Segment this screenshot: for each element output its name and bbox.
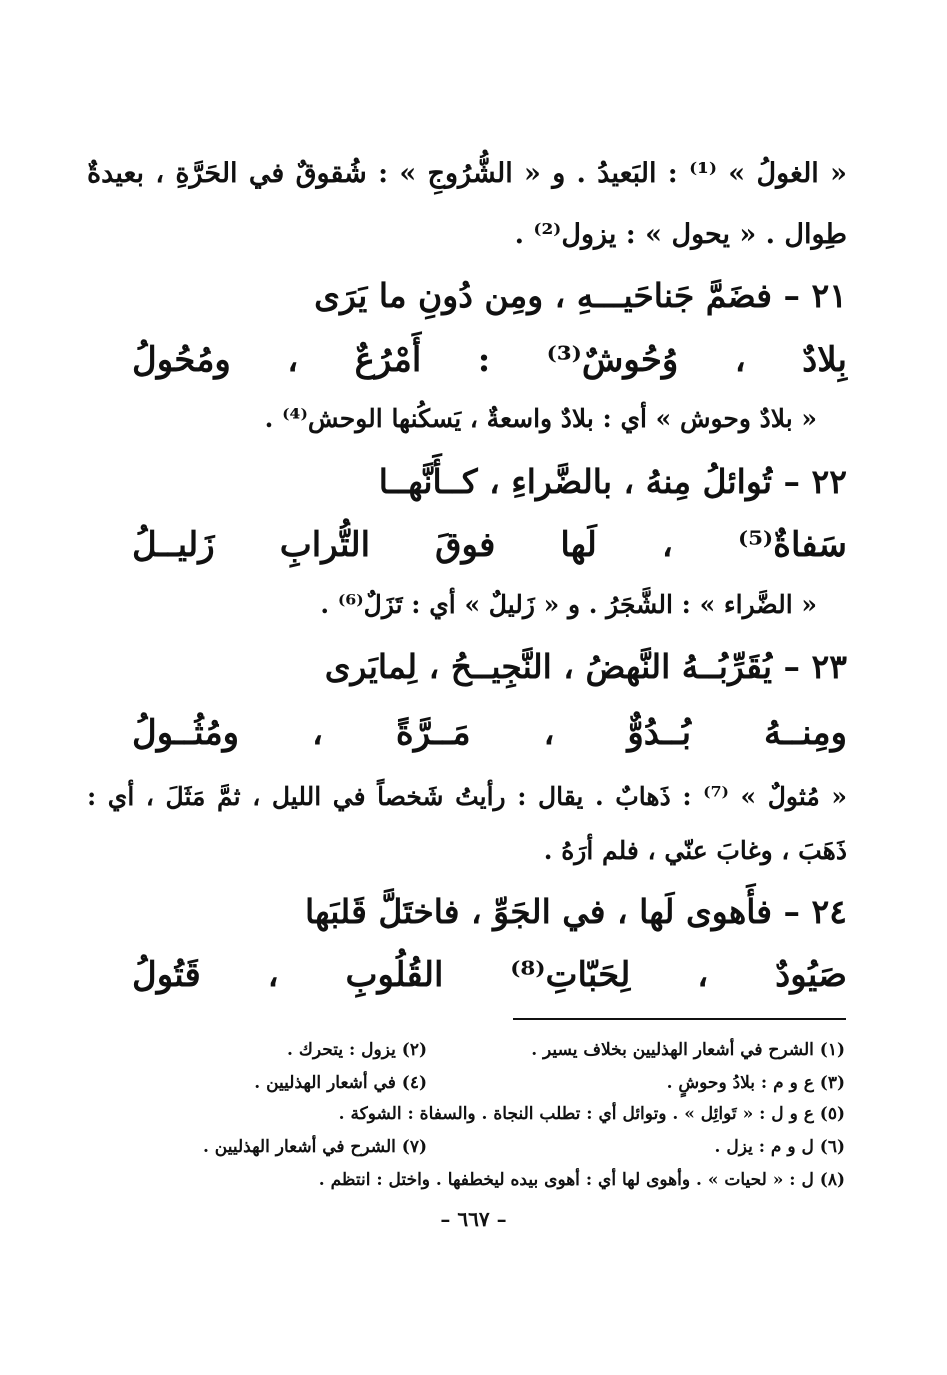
footnote-2: (٢) يزول : يتحرك . [287,1040,427,1060]
footnote-3: (٣) ع و م : بلادُ وحوشٍ . [666,1073,845,1093]
verse-21-gloss: « بلادٌ وحوش » أي : بلادٌ واسعةٌ ، يَسكُنها الوحش⁽⁴⁾ . [264,404,817,433]
verse-21-second-hemistich: بِلادٌ ، وُحُوشٌ⁽³⁾ : أَمْرُعٌ ، ومُحُولُ [132,340,847,380]
verse-23-gloss-line-2: ذَهَبَ ، وغابَ عنّي ، فلم أرَهُ . [543,836,847,865]
footnote-1: (١) الشرح في أشعار الهذليين بخلاف يسير . [531,1040,845,1060]
footnote-separator [513,1018,846,1020]
footnote-6: (٦) ل و م : يزل . [714,1137,845,1157]
verse-21-first-hemistich: ٢١ – فضَمَّ جَناحَيـــهِ ، ومِن دُونِ ما يَرَى [314,276,847,315]
verse-23-first-hemistich: ٢٣ – يُقَرِّبُــهُ النَّهضُ ، النَّجِيــحُ ، لِمايَرى [324,647,847,686]
footnote-8: (٨) ل : « لحيات » . وأهوى لها أي : أهوى بيده ليخطفها . واختل : انتظم . [318,1170,845,1190]
commentary-line-2: طِوال . « يحول » : يزول⁽²⁾ . [514,219,847,250]
verse-22-first-hemistich: ٢٢ – تُوائلُ مِنهُ ، بالضَّراءِ ، كــأَنَّهــا [378,462,847,501]
verse-23-gloss-line-1: « مُثولٌ » ⁽⁷⁾ : ذَهابٌ . يقال : رأيتُ شَخصاً في الليل ، ثمَّ مَثَلَ ، أي : [87,782,847,811]
commentary-line-1: « الغولُ » ⁽¹⁾ : البَعيدُ . و « الشُّرُوجِ » : شُقوقٌ في الحَرَّةِ ، بعيدةٌ [87,158,847,189]
verse-23-second-hemistich: ومِنــهُ بُــدُوٌّ ، مَــرَّةً ، ومُثُــولُ [132,713,847,753]
footnote-7: (٧) الشرح في أشعار الهذليين . [202,1137,427,1157]
verse-22-gloss: « الضَّراء » : الشَّجَرُ . و « زَليلٌ » أي : تَزَلٌ⁽⁶⁾ . [320,590,817,619]
footnote-5: (٥) ع و ل : « تَوائِل » . وتوائل أي : تطلب النجاة . والسفاة : الشوكة . [338,1104,845,1124]
verse-24-second-hemistich: صَيُودٌ ، لِحَبّاتِ⁽⁸⁾ القُلُوبِ ، قَتُولُ [132,955,847,995]
verse-24-first-hemistich: ٢٤ – فأَهوى لَها ، في الجَوِّ ، فاختَلَّ قَلبَها [304,892,847,931]
footnote-4: (٤) في أشعار الهذليين . [254,1073,427,1093]
page-number: – ٦٦٧ – [440,1207,507,1231]
verse-22-second-hemistich: سَفاةٌ⁽⁵⁾ ، لَها فوقَ التُّرابِ زَليــلُ [132,525,847,565]
